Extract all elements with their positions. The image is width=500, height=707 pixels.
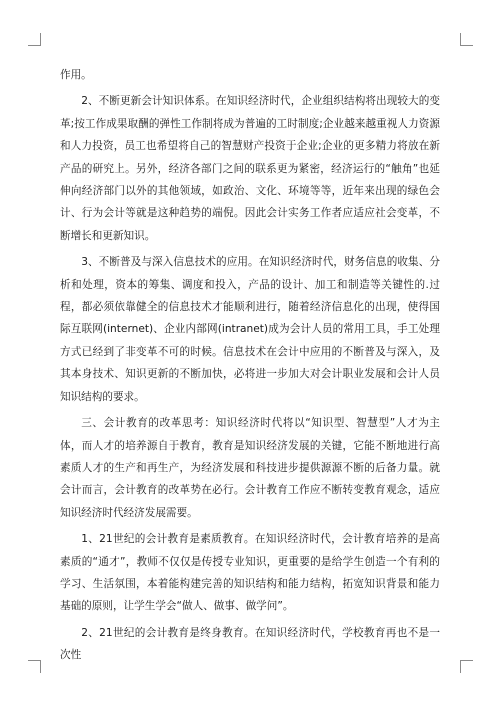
paragraph-update-knowledge: 2、不断更新会计知识体系。在知识经济时代，企业组织结构将出现较大的变革;按工作成果取酬的弹性工作制将成为普遍的工时制度;企业越来越重视人力资源和人力投资，员工也希望将自己的智慧财产投资于企业;企业的更多精力将放在新产品的研究上。另外，经济各部门之间的联系更为紧密，经济运行的“触角”也延伸向经济部门以外的其他领域，如政治、文化、环境等等，近年来出现的绿色会计、行为会计等就是这种趋势的端倪。因此会计实务工作者应适应社会变革，不断增长和更新知识。 [60,95,440,242]
crop-mark-top-right [460,33,473,46]
paragraph-information-technology: 3、不断普及与深入信息技术的应用。在知识经济时代，财务信息的收集、分析和处理，资本的筹集、调度和投入，产品的设计、加工和制造等关键性的.过程，都必须依靠健全的信息技术才能顺利进行，随着经济信息化的出现，使得国际互联网(internet)、企业内部网(intranet)成为会计人员的常用工具，手工处理方式已经到了非变革不可的时候。信息技术在会计中应用的不断普及与深入，及其本身技术、知识更新的不断加快，必将进一步加大对会计职业发展和会计人员知识结构的要求。 [60,256,440,403]
crop-mark-bottom-right [460,660,473,673]
paragraph-continuation: 作用。 [60,69,92,81]
crop-mark-top-left [28,33,41,46]
crop-mark-bottom-left [28,660,41,673]
document-body [60,64,440,671]
paragraph-quality-education: 1、21世纪的会计教育是素质教育。在知识经济时代，会计教育培养的是高素质的“通才”，教师不仅仅是传授专业知识，更重要的是给学生创造一个有利的学习、生活氛围，本着能构建完善的知识结构和能力结构，拓宽知识背景和能力基础的原则，让学生学会“做人、做事、做学问”。 [60,533,440,613]
paragraph-lifelong-education: 2、21世纪的会计教育是终身教育。在知识经济时代，学校教育再也不是一次性 [60,626,440,662]
paragraph-education-reform: 三、会计教育的改革思考：知识经济时代将以“知识型、智慧型”人才为主体，而人才的培养源自于教育，教育是知识经济发展的关键，它能不断地进行高素质人才的生产和再生产，为经济发展和科技进步提供源源不断的后备力量。就会计而言，会计教育的改革势在必行。会计教育工作应不断转变教育观念，适应知识经济时代经济发展需要。 [60,417,440,519]
